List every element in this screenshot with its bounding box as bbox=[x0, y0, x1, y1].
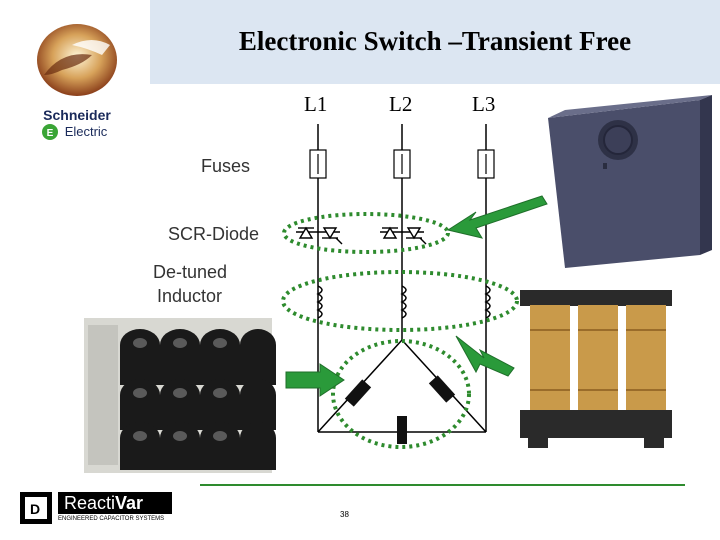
brand-line2: Electric bbox=[64, 124, 108, 139]
pointer-arrows bbox=[286, 196, 547, 396]
cabinet-image bbox=[548, 95, 712, 268]
capacitor-bank-image bbox=[84, 318, 276, 473]
capacitor-right bbox=[429, 375, 455, 402]
phase-label-l1: L1 bbox=[304, 92, 328, 116]
arrow-to-capacitor bbox=[286, 364, 344, 396]
reactivar-tagline: ENGINEERED CAPACITOR SYSTEMS bbox=[58, 516, 165, 522]
detuned-inductor-label-line1: De-tuned bbox=[153, 262, 228, 282]
brand-line1: Schneider bbox=[43, 107, 111, 123]
scr-diode-l1 bbox=[296, 228, 342, 244]
arrow-to-inductor bbox=[456, 336, 514, 376]
slide-title: Electronic Switch –Transient Free bbox=[238, 26, 632, 56]
page-number: 38 bbox=[340, 510, 349, 519]
svg-text:E: E bbox=[46, 128, 54, 139]
scr-diode-l2 bbox=[380, 228, 426, 244]
reactivar-name-light: Reacti bbox=[64, 493, 116, 513]
reactivar-name-bold: Var bbox=[115, 493, 144, 513]
delta-capacitors bbox=[345, 375, 455, 444]
fuses-label: Fuses bbox=[201, 156, 251, 176]
capacitor-left bbox=[345, 379, 371, 406]
scr-diode-pairs bbox=[296, 228, 426, 244]
phase-label-l2: L2 bbox=[389, 92, 413, 116]
transformer-image bbox=[520, 290, 672, 448]
detuned-inductor-label-line2: Inductor bbox=[157, 286, 223, 306]
bottom-divider bbox=[200, 484, 685, 486]
scr-diode-label: SCR-Diode bbox=[168, 224, 260, 244]
inductors bbox=[318, 286, 490, 318]
capacitor-bottom bbox=[397, 416, 407, 444]
arrow-to-scr bbox=[448, 196, 547, 238]
phase-label-l3: L3 bbox=[472, 92, 496, 116]
reactivar-logo: D ReactiVar ENGINEERED CAPACITOR SYSTEMS bbox=[20, 492, 172, 526]
